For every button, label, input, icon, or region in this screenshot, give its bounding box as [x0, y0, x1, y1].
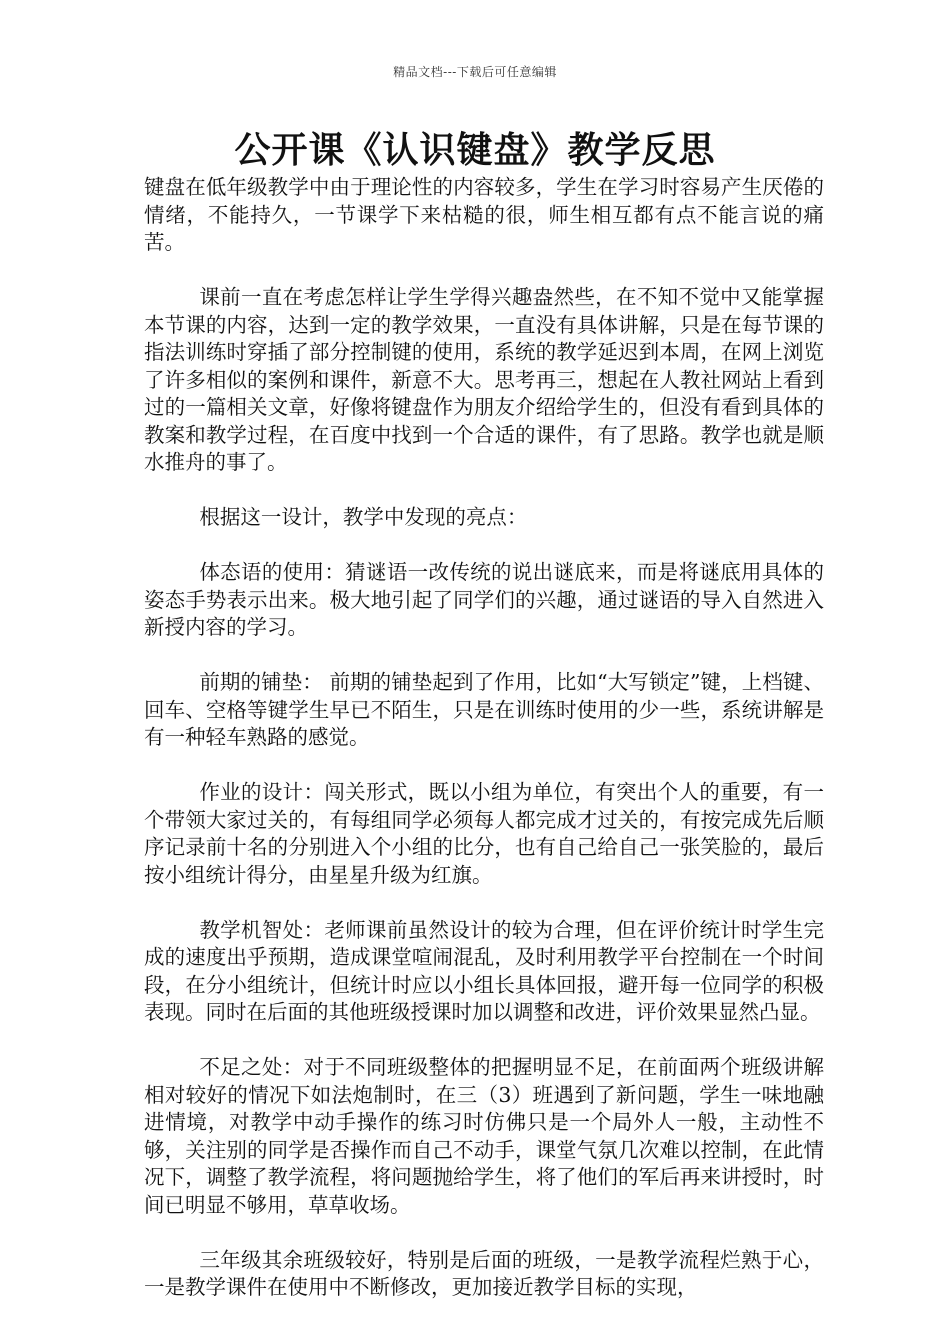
paragraph-body-language: 体态语的使用：猜谜语一改传统的说出谜底来，而是将谜底用具体的姿态手势表示出来。极大地引起了同学们的兴趣，通过谜语的导入自然进入新授内容的学习。 [144, 560, 824, 639]
document-body [144, 174, 824, 1329]
paragraph-other-classes: 三年级其余班级较好，特别是后面的班级，一是教学流程烂熟于心，一是教学课件在使用中不断修改，更加接近教学目标的实现， [144, 1247, 824, 1299]
paragraph-homework-design: 作业的设计：闯关形式，既以小组为单位，有突出个人的重要，有一个带领大家过关的，有每组同学必须每人都完成才过关的，有按完成先后顺序记录前十名的分别进入个小组的比分，也有自己给自己一张笑脸的，最后按小组统计得分，由星星升级为红旗。 [144, 780, 824, 887]
paragraph-intro: 键盘在低年级教学中由于理论性的内容较多，学生在学习时容易产生厌倦的情绪，不能持久，一节课学下来枯糙的很，师生相互都有点不能言说的痛苦。 [144, 175, 824, 254]
paragraph-shortcomings: 不足之处：对于不同班级整体的把握明显不足，在前面两个班级讲解相对较好的情况下如法炮制时，在三（3）班遇到了新问题，学生一味地融进情境，对教学中动手操作的练习时仿佛只是一个局外人一般，主动性不够，关注别的同学是否操作而自己不动手，课堂气氛几次难以控制，在此情况下，调整了教学流程，将问题抛给学生，将了他们的军后再来讲授时，时间已明显不够用，草草收场。 [144, 1055, 824, 1217]
paragraph-preparation: 课前一直在考虑怎样让学生学得兴趣盎然些，在不知不觉中又能掌握本节课的内容，达到一定的教学效果，一直没有具体讲解，只是在每节课的指法训练时穿插了部分控制键的使用，系统的教学延迟到本周，在网上浏览了许多相似的案例和课件，新意不大。思考再三，想起在人教社网站上看到过的一篇相关文章，好像将键盘作为朋友介绍给学生的，但没有看到具体的教案和教学过程，在百度中找到一个合适的课件，有了思路。教学也就是顺水推舟的事了。 [144, 285, 824, 474]
paragraph-groundwork: 前期的铺垫： 前期的铺垫起到了作用，比如“大写锁定”键，上档键、回车、空格等键学生早已不陌生，只是在训练时使用的少一些，系统讲解是有一种轻车熟路的感觉。 [144, 670, 824, 749]
document-title: 公开课《认识键盘》教学反思 [234, 129, 716, 171]
paragraph-highlights-intro: 根据这一设计，教学中发现的亮点： [199, 505, 528, 529]
header-note: 精品文档---下载后可任意编辑 [393, 65, 557, 79]
paragraph-teaching-wit: 教学机智处：老师课前虽然设计的较为合理，但在评价统计时学生完成的速度出乎预期，造成课堂喧闹混乱，及时利用教学平台控制在一个时间段，在分小组统计，但统计时应以小组长具体回报，避开每一位同学的积极表现。同时在后面的其他班级授课时加以调整和改进，评价效果显然凸显。 [144, 917, 824, 1024]
